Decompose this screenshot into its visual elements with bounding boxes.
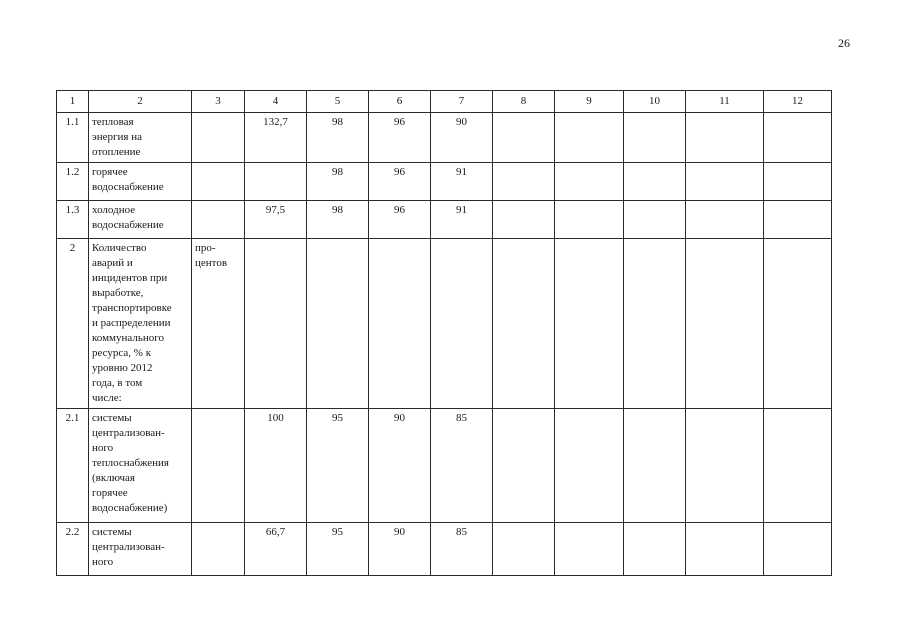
value-cell-col12 (764, 113, 832, 163)
indicator-name-cell: Количество аварий и инцидентов при выработке, транспортировке и распределении коммунального ресурса, % к уровню 2012 года, в том числе: (89, 239, 192, 409)
value-cell-col8 (493, 523, 555, 576)
row-number-cell: 2.2 (57, 523, 89, 576)
value-cell-col7: 85 (431, 409, 493, 523)
value-cell-col4: 97,5 (245, 201, 307, 239)
value-cell-col12 (764, 201, 832, 239)
value-cell-col6 (369, 239, 431, 409)
unit-cell: про- центов (192, 239, 245, 409)
table-row (57, 163, 832, 201)
header-cell: 2 (89, 91, 192, 113)
indicator-name-cell: холодное водоснабжение (89, 201, 192, 239)
value-cell-col9 (555, 523, 624, 576)
value-cell-col6: 90 (369, 409, 431, 523)
header-cell: 8 (493, 91, 555, 113)
value-cell-col6: 96 (369, 113, 431, 163)
value-cell-col10 (624, 201, 686, 239)
value-cell-col6: 96 (369, 163, 431, 201)
row-number-cell: 2.1 (57, 409, 89, 523)
value-cell-col7: 90 (431, 113, 493, 163)
value-cell-col5: 98 (307, 163, 369, 201)
value-cell-col4: 66,7 (245, 523, 307, 576)
header-cell: 7 (431, 91, 493, 113)
value-cell-col8 (493, 163, 555, 201)
value-cell-col9 (555, 239, 624, 409)
value-cell-col8 (493, 239, 555, 409)
value-cell-col11 (686, 201, 764, 239)
value-cell-col8 (493, 409, 555, 523)
table-row (57, 523, 832, 576)
indicator-name-cell: горячее водоснабжение (89, 163, 192, 201)
row-number-cell: 1.1 (57, 113, 89, 163)
row-number-cell: 1.3 (57, 201, 89, 239)
header-cell: 12 (764, 91, 832, 113)
value-cell-col12 (764, 523, 832, 576)
value-cell-col7: 91 (431, 201, 493, 239)
value-cell-col11 (686, 163, 764, 201)
value-cell-col5: 98 (307, 201, 369, 239)
value-cell-col8 (493, 113, 555, 163)
header-cell: 4 (245, 91, 307, 113)
unit-cell (192, 113, 245, 163)
unit-cell (192, 163, 245, 201)
value-cell-col5 (307, 239, 369, 409)
value-cell-col9 (555, 113, 624, 163)
header-cell: 3 (192, 91, 245, 113)
value-cell-col12 (764, 409, 832, 523)
value-cell-col9 (555, 163, 624, 201)
value-cell-col10 (624, 523, 686, 576)
value-cell-col5: 95 (307, 409, 369, 523)
value-cell-col10 (624, 113, 686, 163)
header-cell: 10 (624, 91, 686, 113)
value-cell-col9 (555, 409, 624, 523)
header-cell: 1 (57, 91, 89, 113)
unit-cell (192, 523, 245, 576)
value-cell-col7: 85 (431, 523, 493, 576)
value-cell-col6: 96 (369, 201, 431, 239)
indicator-name-cell: тепловая энергия на отопление (89, 113, 192, 163)
value-cell-col9 (555, 201, 624, 239)
value-cell-col5: 95 (307, 523, 369, 576)
value-cell-col11 (686, 239, 764, 409)
value-cell-col4: 100 (245, 409, 307, 523)
row-number-cell: 2 (57, 239, 89, 409)
value-cell-col11 (686, 523, 764, 576)
data-table (56, 90, 832, 576)
indicator-name-cell: системы централизован- ного теплоснабжения (включая горячее водоснабжение) (89, 409, 192, 523)
value-cell-col4: 132,7 (245, 113, 307, 163)
header-cell: 6 (369, 91, 431, 113)
header-cell: 5 (307, 91, 369, 113)
header-cell: 11 (686, 91, 764, 113)
value-cell-col12 (764, 239, 832, 409)
value-cell-col7 (431, 239, 493, 409)
value-cell-col12 (764, 163, 832, 201)
value-cell-col10 (624, 239, 686, 409)
table-row (57, 239, 832, 409)
value-cell-col7: 91 (431, 163, 493, 201)
page-number: 26 (838, 36, 850, 50)
indicator-name-cell: системы централизован- ного (89, 523, 192, 576)
value-cell-col5: 98 (307, 113, 369, 163)
value-cell-col11 (686, 113, 764, 163)
value-cell-col8 (493, 201, 555, 239)
value-cell-col10 (624, 163, 686, 201)
unit-cell (192, 201, 245, 239)
unit-cell (192, 409, 245, 523)
table-header-row (57, 91, 832, 113)
header-cell: 9 (555, 91, 624, 113)
row-number-cell: 1.2 (57, 163, 89, 201)
table-row (57, 201, 832, 239)
value-cell-col4 (245, 239, 307, 409)
table-row (57, 113, 832, 163)
table-row (57, 409, 832, 523)
value-cell-col10 (624, 409, 686, 523)
value-cell-col6: 90 (369, 523, 431, 576)
value-cell-col4 (245, 163, 307, 201)
value-cell-col11 (686, 409, 764, 523)
